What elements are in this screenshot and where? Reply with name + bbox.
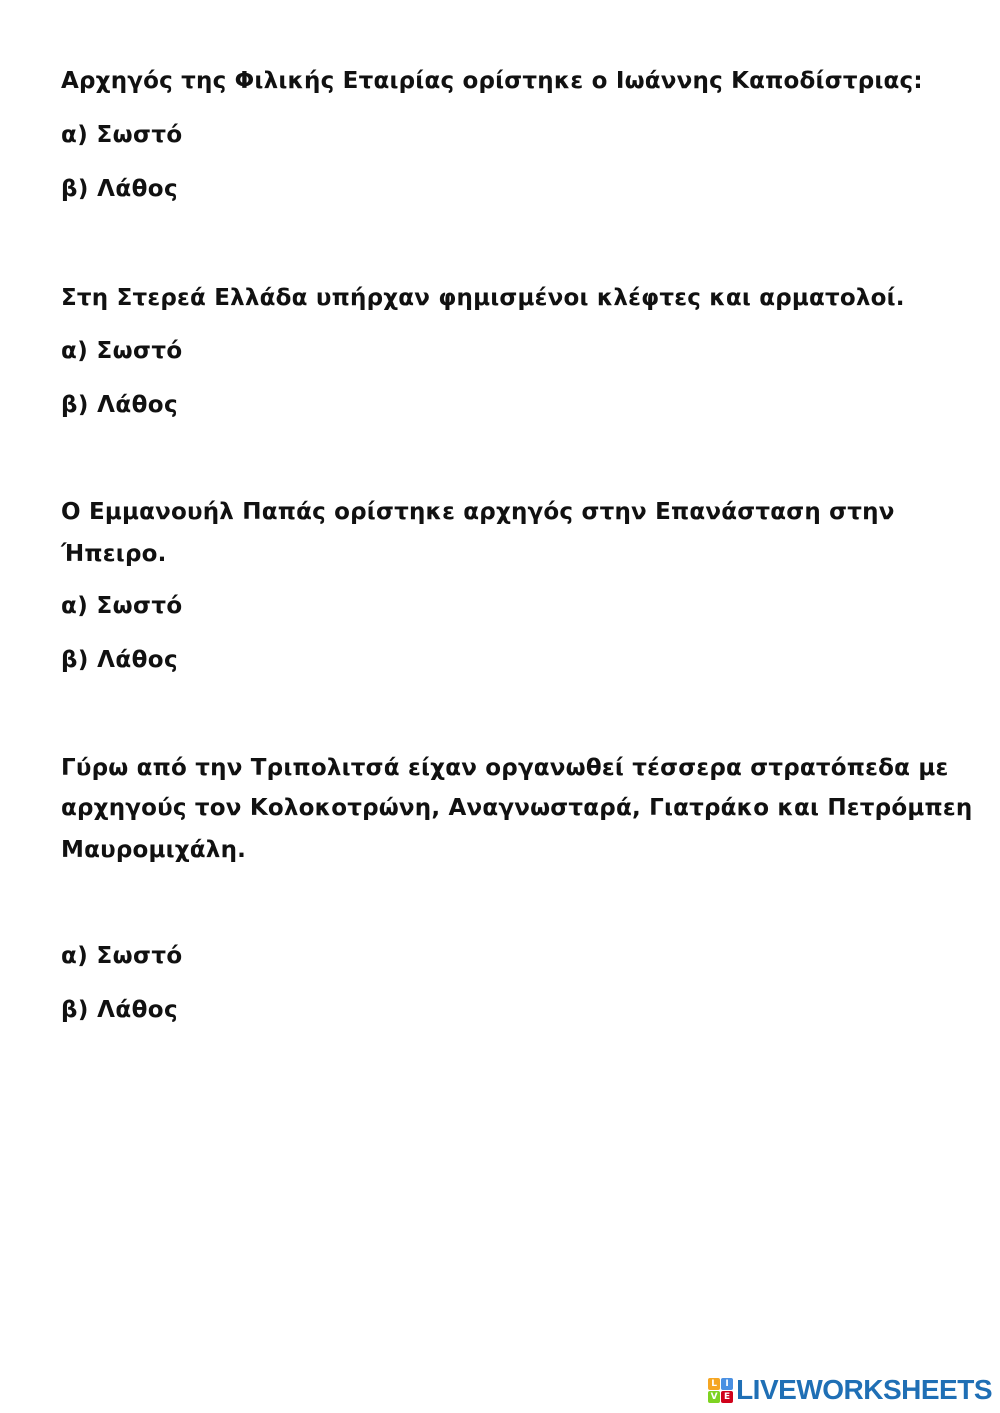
question-1-text: Αρχηγός της Φιλικής Εταιρίας ορίστηκε ο Ιωάννης Καποδίστριας: [61, 68, 923, 94]
logo-text: LIVEWORKSHEETS [736, 1374, 992, 1405]
question-3-option-a[interactable]: α) Σωστό [61, 593, 183, 619]
question-2-text: Στη Στερεά Ελλάδα υπήρχαν φημισμένοι κλέφτες και αρματολοί. [61, 285, 905, 311]
logo-letter-v: V [708, 1391, 720, 1403]
logo-letter-e: E [721, 1391, 733, 1403]
question-3-option-b[interactable]: β) Λάθος [61, 647, 179, 673]
question-2-option-a[interactable]: α) Σωστό [61, 338, 183, 364]
question-2-option-b[interactable]: β) Λάθος [61, 392, 179, 418]
question-4-text-line-2: αρχηγούς τον Κολοκοτρώνη, Αναγνωσταρά, Γιατράκο και Πετρόμπεη [61, 795, 973, 821]
liveworksheets-logo-icon [708, 1378, 733, 1403]
question-4-option-a[interactable]: α) Σωστό [61, 943, 183, 969]
logo-letter-l: L [708, 1378, 720, 1390]
logo-letter-i: I [721, 1378, 733, 1390]
liveworksheets-logo [708, 1373, 992, 1407]
question-4-text-line-3: Μαυρομιχάλη. [61, 837, 247, 863]
question-4-option-b[interactable]: β) Λάθος [61, 997, 179, 1023]
question-1-option-a[interactable]: α) Σωστό [61, 122, 183, 148]
question-3-text-line-1: Ο Εμμανουήλ Παπάς ορίστηκε αρχηγός στην Επανάσταση στην [61, 499, 895, 525]
question-4-text-line-1: Γύρω από την Τριπολιτσά είχαν οργανωθεί τέσσερα στρατόπεδα με [61, 755, 949, 781]
question-3-text-line-2: Ήπειρο. [61, 541, 167, 567]
question-1-option-b[interactable]: β) Λάθος [61, 176, 179, 202]
